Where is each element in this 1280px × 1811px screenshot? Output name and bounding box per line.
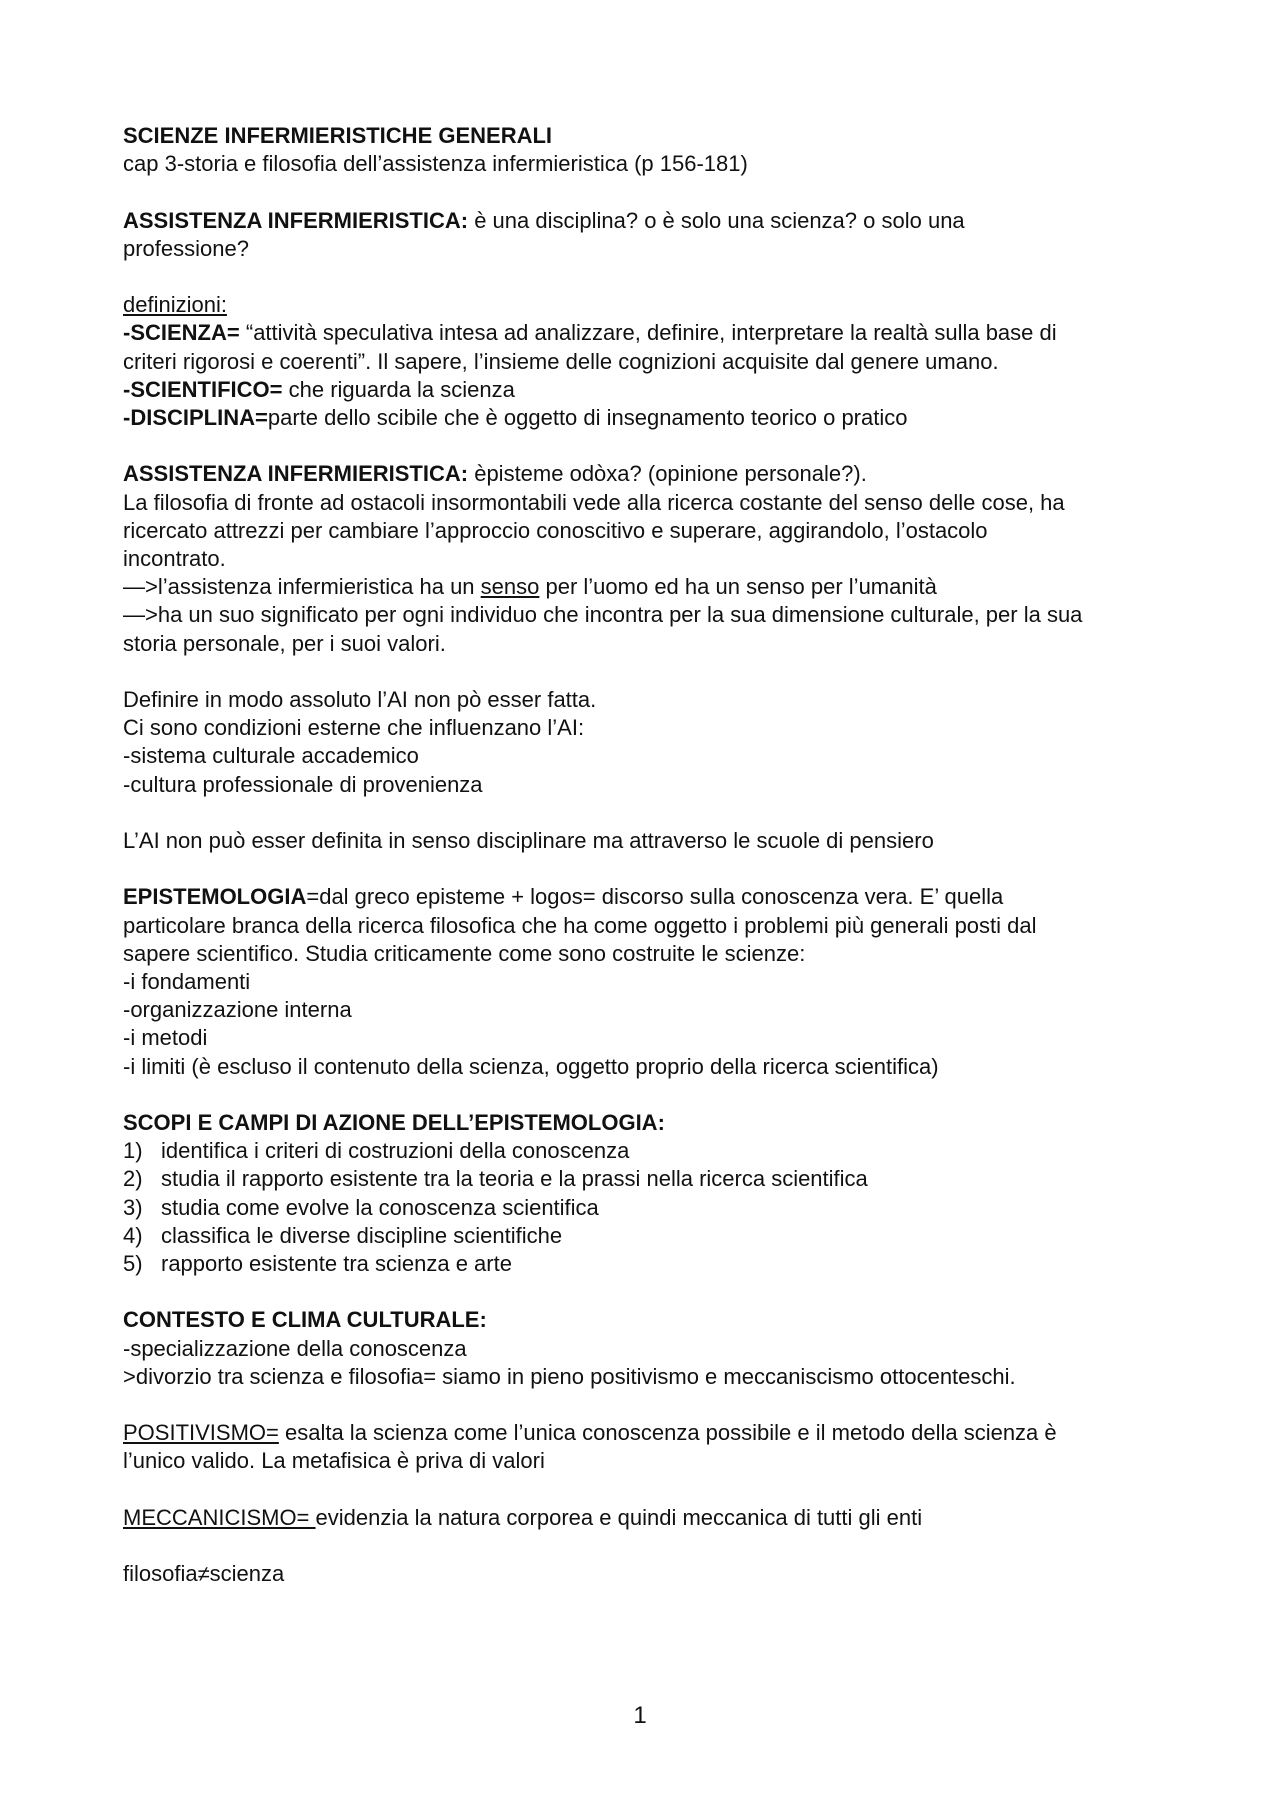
scopi-list <box>123 1137 1160 1278</box>
epistemologia-line-2: particolare branca della ricerca filosofica che ha come oggetto i problemi più generali posti dal <box>123 912 1037 938</box>
positivismo-label: POSITIVISMO= <box>123 1420 279 1446</box>
question-1-label: ASSISTENZA INFERMIERISTICA: <box>123 207 469 233</box>
list-item-number: 3) <box>123 1194 143 1220</box>
list-item-text: rapporto esistente tra scienza e arte <box>161 1251 512 1277</box>
epistemologia-label: EPISTEMOLOGIA <box>123 884 307 910</box>
def-scientifico-label: -SCIENTIFICO= <box>123 376 283 402</box>
contesto-heading: CONTESTO E CLIMA CULTURALE: <box>123 1307 487 1333</box>
arrow-point-2-line-1: —>ha un suo significato per ogni individuo che incontra per la sua dimensione culturale, per la sua <box>123 602 1083 628</box>
question-1-continuation: professione? <box>123 235 249 261</box>
philosophy-paragraph-line-1: La filosofia di fronte ad ostacoli insormontabili vede alla ricerca costante del senso delle cose, ha <box>123 489 1065 515</box>
philosophy-paragraph-line-2: ricercato attrezzi per cambiare l’approccio conoscitivo e superare, aggirandolo, l’ostacolo <box>123 517 988 543</box>
arrow-point-1 <box>123 573 1160 601</box>
list-item-text: studia il rapporto esistente tra la teoria e la prassi nella ricerca scientifica <box>161 1166 868 1192</box>
meccanicismo-text: evidenzia la natura corporea e quindi meccanica di tutti gli enti <box>315 1504 923 1530</box>
arrow-point-1-pre: —>l’assistenza infermieristica ha un <box>123 574 481 600</box>
epistemologia-item: -organizzazione interna <box>123 997 352 1023</box>
epistemologia-item: -i metodi <box>123 1025 208 1051</box>
question-1-text: è una disciplina? o è solo una scienza? o solo una <box>468 207 965 233</box>
positivismo-text: esalta la scienza come l’unica conoscenza possibile e il metodo della scienza è <box>278 1420 1057 1446</box>
arrow-point-1-post: per l’uomo ed ha un senso per l’umanità <box>539 574 937 600</box>
def-scientifico-line <box>123 376 1160 404</box>
epistemologia-text: =dal greco episteme + logos= discorso sulla conoscenza vera. E’ quella <box>306 884 1004 910</box>
meccanicismo-label: MECCANICISMO= <box>123 1504 316 1530</box>
list-item <box>123 1137 1160 1165</box>
epistemologia-line-3: sapere scientifico. Studia criticamente come sono costruite le scienze: <box>123 940 806 966</box>
list-item-number: 2) <box>123 1166 143 1192</box>
document-title: SCIENZE INFERMIERISTICHE GENERALI <box>123 123 553 148</box>
meccanicismo-line <box>123 1504 1160 1532</box>
epistemologia-item: -i fondamenti <box>123 969 251 994</box>
definitions-heading: definizioni: <box>123 292 227 318</box>
ai-definition-line-1: Definire in modo assoluto l’AI non pò esser fatta. <box>123 687 597 712</box>
def-scienza-label: -SCIENZA= <box>123 320 240 346</box>
positivismo-line-2: l’unico valido. La metafisica è priva di valori <box>123 1448 545 1474</box>
def-disciplina-text: parte dello scibile che è oggetto di insegnamento teorico o pratico <box>267 405 908 430</box>
page-number: 1 <box>633 1702 647 1729</box>
ai-schools-statement: L’AI non può esser definita in senso disciplinare ma attraverso le scuole di pensiero <box>123 828 934 853</box>
def-scienza-line <box>123 319 1160 347</box>
ai-condition-item: -cultura professionale di provenienza <box>123 771 483 797</box>
list-item <box>123 1194 1160 1222</box>
chapter-subtitle: cap 3-storia e filosofia dell’assistenza infermieristica (p 156-181) <box>123 151 748 177</box>
contesto-line-1: -specializzazione della conoscenza <box>123 1335 467 1361</box>
list-item <box>123 1250 1160 1278</box>
epistemologia-item: -i limiti (è escluso il contenuto della scienza, oggetto proprio della ricerca scientifica) <box>123 1053 939 1079</box>
ai-definition-line-2: Ci sono condizioni esterne che influenzano l’AI: <box>123 715 585 741</box>
list-item-text: studia come evolve la conoscenza scientifica <box>161 1194 599 1220</box>
list-item-text: classifica le diverse discipline scientifiche <box>161 1222 563 1248</box>
def-disciplina-label: -DISCIPLINA= <box>123 405 268 430</box>
list-item <box>123 1222 1160 1250</box>
filosofia-vs-scienza: filosofia≠scienza <box>123 1561 285 1587</box>
def-disciplina-line <box>123 404 1160 432</box>
def-scienza-continuation: criteri rigorosi e coerenti”. Il sapere, l’insieme delle cognizioni acquisite dal genere umano. <box>123 348 999 374</box>
question-1-line <box>123 207 1160 235</box>
def-scienza-text: “attività speculativa intesa ad analizzare, definire, interpretare la realtà sulla base di <box>239 320 1057 346</box>
positivismo-line-1 <box>123 1419 1160 1447</box>
arrow-point-2-line-2: storia personale, per i suoi valori. <box>123 630 446 656</box>
scopi-heading: SCOPI E CAMPI DI AZIONE DELL’EPISTEMOLOGIA: <box>123 1110 665 1135</box>
def-scientifico-text: che riguarda la scienza <box>282 376 515 402</box>
epistemologia-line-1 <box>123 883 1160 911</box>
list-item-text: identifica i criteri di costruzioni della conoscenza <box>161 1138 630 1164</box>
philosophy-paragraph-line-3: incontrato. <box>123 546 226 571</box>
question-2-label: ASSISTENZA INFERMIERISTICA: <box>123 461 469 487</box>
list-item-number: 4) <box>123 1222 143 1248</box>
contesto-line-2: >divorzio tra scienza e filosofia= siamo in pieno positivismo e meccaniscismo ottocenteschi. <box>123 1363 1016 1389</box>
arrow-point-1-underlined: senso <box>480 574 540 600</box>
question-2-text: èpisteme odòxa? (opinione personale?). <box>468 461 867 487</box>
question-2-line <box>123 460 1160 488</box>
list-item-number: 1) <box>123 1138 143 1164</box>
list-item-number: 5) <box>123 1251 143 1277</box>
list-item <box>123 1165 1160 1193</box>
ai-condition-item: -sistema culturale accademico <box>123 743 419 769</box>
